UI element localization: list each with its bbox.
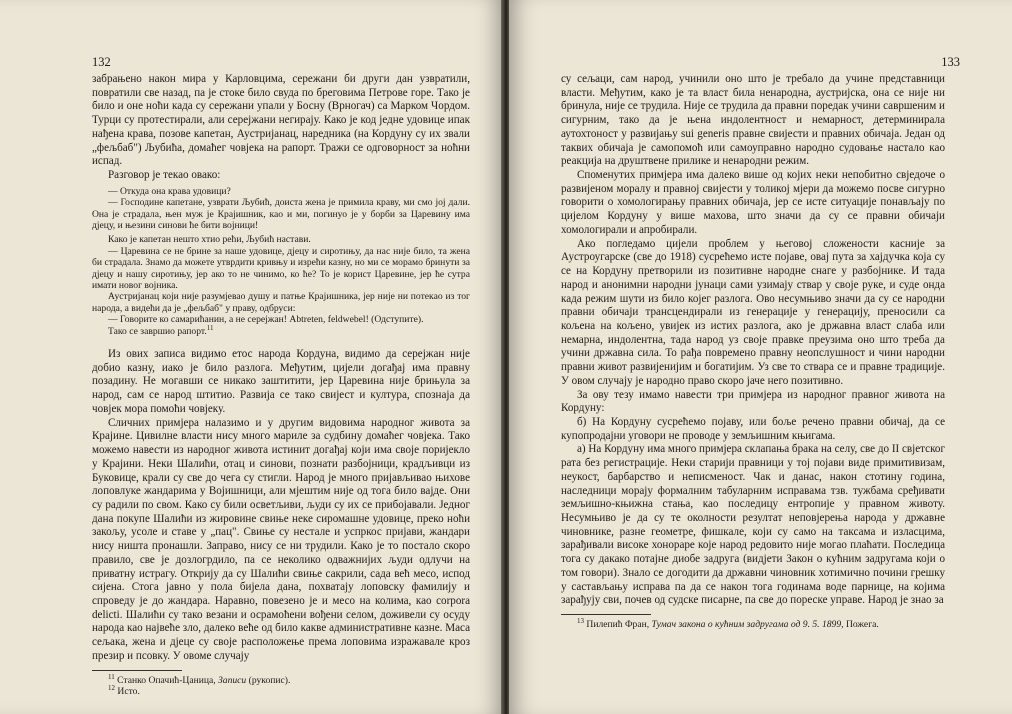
footnote: $^{12}$ Исто.: [108, 683, 140, 697]
dialog-line: Како је капетан нешто хтио рећи, Љубић настави.: [108, 234, 311, 246]
dialog-line: Тако се завршио рапорт.$^{11}$: [108, 323, 214, 337]
footnote-mark: 11: [206, 323, 214, 332]
left-page-text: [92, 73, 470, 697]
paragraph: б) На Кордуну сусрећемо појаву, или боље речено правни обичај, да се купопродајни уговори не проводе у земљишним књигама.: [561, 415, 945, 442]
paragraph: забрањено након мира у Карловцима, сережани би други дан узвратили, повратили све назад, па је стоке било свуда по бреговима Петрове горе. Тако је било и оне ноћи када су сережани упали у Босну (Врногач) са Марком Чордом. Турци су протестирали, али серејжани негирају. Како је код једне удовице ипак нађена крава, позове капетан, Аустријанац, наредника (на Кордуну су их звали „фељбаб") Љубића, домаћег човјека на рапорт. Тражи се одговорност за ноћни испад.: [92, 73, 470, 168]
paragraph: За ову тезу имамо навести три примјера из народног правног живота на Кордуну:: [561, 388, 945, 415]
footnote: $^{11}$ Станко Опачић-Цаница, Записи (рукопис).: [108, 672, 291, 686]
footnote-divider: [92, 670, 182, 671]
left-page: [0, 0, 503, 714]
paragraph: су сељаци, сам народ, учинили оно што је требало да учине представници власти. Међутим, како је та власт била ненародна, аустријска, она се није ни бринула, није се трудила. Није се трудила да правни поредак учини савршеним и сигурним, тако да је њена индолентност и немарност, детерминирала аутохтоност у развијању sui generis правне свијести и правних обичаја. Један од таквих обичаја је самопомоћ или самоуправно народно судовање настало као реакција на друштвене прилике и ненародни режим.: [561, 73, 945, 168]
page-number: 132: [92, 55, 111, 69]
footnote: $^{13}$ Пилепић Фран, Тумач закона о кућним задругама од 9. 5. 1899, Пожега.: [577, 616, 879, 631]
page-number: 133: [941, 55, 960, 69]
dialog-line: — Откуда она крава удовици?: [108, 185, 231, 197]
paragraph: Сличних примјера налазимо и у другим видовима народног живота за Крајине. Цивилне власти нису много мариле за судбину домаћег човјека. Тако можемо навести из народног живота истинит догађај који има своје поријекло у Крајини. Неки Шалићи, отац и синови, познати разбојници, крадљивци из Буковице, крали су све до чега су стигли. Народ је много пријављивао њихове лоповлуке жандарима у Војишници, али мјештим није од тога било ваjде. Они су радили по свом. Како су били осветљиви, људи су их се прибојавали. Једног дана покупе Шалићи из жировине свиње неке сиромашне удовице, преко ноћи закољу, усоле и ставе у „пац". Свиње су нестале и успркос пријави, жандари нису ништа пронашли. Заправо, нису се ни трудили. Како је то постало скоро правило, све је дозлогрдило, па се неколико одважнијих људи одлучи на приватну истрагу. Открију да су Шалићи свиње сакрили, сада већ месо, испод сијена. Стога јавно у пола бијела дана, похватају лоповску фамилију и спроведу је до жандара. Наравно, повезено је и месо на колима, као corpora delicti. Шалићи су тако везани и осрамоћени вођени селом, доживели су осуду народа као највеће зло, далеко веће од било какве административне казне. Маса сељака, жена и дјеце су своје расположење према лоповима изражавале кроз презир и псовку. У овоме случају: [92, 416, 470, 662]
dialog-line: Аустријанац који није разумјевао душу и патње Крајишника, јер није ни потекао из тог народа, а видећи да је „фељбаб" у праву, одбруси:: [92, 291, 470, 314]
right-page-text: [561, 73, 945, 630]
dialog-line: — Говорите ко самарићанин, а не серејжан! Abtreten, feldwebel! (Одступите).: [108, 314, 424, 326]
paragraph: Ако погледамо цијели проблем у његовој сложености касније за Аустроугарске (све до 1918) сусрећемо исте појаве, овај пута за хајдучка која су се на Кордуну претворили из позитивне народне снаге у разбојнике. И тада народ и анонимни народни јунаци сами узимају ствар у своје руке, и суде онда када режим шути из било којег разлога. Ово несумњиво значи да су се народни правни обичаји трансцендирали из генерације у генерацију, преносили са кољена на кољено, увијек из истих разлога, ако је државна власт слаба или немарна, индолентна, тада народ уз своје правке преузима оно што треба да учини државна сила. То рађа повремено правну неопслушност и чини народни правни живот развијенијим и богатијим. Уз све то ствара се и правне традиције. У овом случају је народно право скоро јаче него позитивно.: [561, 237, 945, 387]
paragraph: Споменутих примјера има далеко више од којих неки непобитно свједоче о развијеном моралу и правној свијести у толикој мјери да можемо посве сигурно говорити о хомологирању правних обичаја, јер се исте ситуације понављају по цијелом Кордуну у више махова, што значи да су се правни обичаји хомологирали и апробирали.: [561, 169, 945, 236]
dialog-block: [92, 234, 470, 337]
right-page: [509, 0, 1012, 714]
paragraph: а) На Кордуну има много примјера склапања брака на селу, све до II свјетског рата без регистрације. Неки старији правници у тој појави виде примитивизам, неукост, барбарство и неписменост. Чак и данас, након стотину година, наследници морају формалним табуларним исправама тзв. тужбама сређивати земљишно-књижна стања, као последицу ентропије у правном животу. Несумњиво је да су те околности резултат неповјерења народа у државне чиновнике, разне геометре, фишкале, који су само на таксама и изласцима, зарађивали високе хонораре које народ редовито није могао плаћати. Последица тога су дакако потајне диобе задруга (видјети Закон о кућним задругама који о том говори). Знало се догодити да државни чиновник хотимично почини грешку у састављању исправа па да се након тога годинама воде парнице, на којима зарађују сви, почев од судске писарне, па све до пореске управе. Народ је знао за: [561, 443, 946, 607]
dialog-line: — Царевина се не брине за наше удовице, дјецу и сиротињу, да нас није било, та жена би страдала. Знамо да можете утврдити кривњу и изрећи казну, но ми се морамо бринути за дјецу и нашу сиротињу, јер ако то не чинимо, ко ће? То је корист Царевине, јер ће сутра имати новог војника.: [92, 245, 470, 291]
dialog-line: — Господине капетане, узврати Љубић, доиста жена је примила краву, ми смо јој дали. Она је страдала, њен муж је Крајишник, као и ми, погинуо је у борби за Царевину има дјецу, и њезини синови ће бити војници!: [92, 197, 470, 231]
paragraph: Разговор је текао овако:: [108, 169, 221, 182]
paragraph: Из ових записа видимо етос народа Кордуна, видимо да серејжан није добио казну, иако је било разлога. Међутим, цијели догађај има правну позадину. Не могавши се никако заштитити, јер Царевина није брињула за народ, сам се народ штитио. Развија се тако свијест и култура, спознаја да човјек мора помоћи човјеку.: [92, 348, 470, 415]
footnote-divider: [561, 614, 651, 615]
dialog-block: [92, 186, 470, 232]
